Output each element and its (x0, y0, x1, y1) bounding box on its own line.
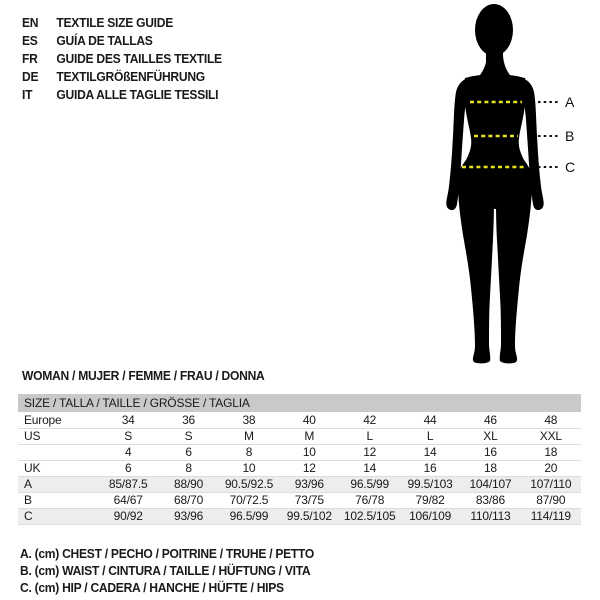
size-cell: 18 (521, 444, 581, 460)
language-guide-list (22, 14, 222, 104)
size-cell: 68/70 (158, 492, 218, 508)
table-row (18, 412, 581, 428)
size-cell: 44 (400, 412, 460, 428)
size-table (18, 394, 581, 525)
size-cell: L (400, 428, 460, 444)
table-row (18, 492, 581, 508)
table-row (18, 460, 581, 476)
table-row (18, 444, 581, 460)
size-cell: 12 (279, 460, 339, 476)
marker-label-c: C (565, 159, 576, 175)
size-cell: 70/72.5 (219, 492, 279, 508)
row-label: UK (18, 460, 98, 476)
size-cell: 8 (219, 444, 279, 460)
size-cell: 16 (400, 460, 460, 476)
language-label: GUIDE DES TAILLES TEXTILE (56, 51, 222, 66)
marker-label-a: A (565, 94, 575, 110)
table-row (18, 508, 581, 524)
size-cell: 42 (340, 412, 400, 428)
row-label: Europe (18, 412, 98, 428)
size-cell: 93/96 (158, 508, 218, 524)
size-cell: 99.5/102 (279, 508, 339, 524)
size-cell: 64/67 (98, 492, 158, 508)
language-code: EN (22, 15, 39, 30)
size-cell: 10 (219, 460, 279, 476)
section-title: WOMAN / MUJER / FEMME / FRAU / DONNA (22, 368, 265, 383)
woman-silhouette-svg (430, 0, 600, 380)
language-row-de (22, 68, 222, 86)
size-cell: 4 (98, 444, 158, 460)
size-cell: 38 (219, 412, 279, 428)
size-table-body (18, 412, 581, 524)
size-cell: 106/109 (400, 508, 460, 524)
row-label (18, 444, 98, 460)
size-table-element (18, 394, 581, 525)
size-cell: 85/87.5 (98, 476, 158, 492)
size-cell: XL (460, 428, 520, 444)
language-label: GUIDA ALLE TAGLIE TESSILI (56, 87, 219, 102)
size-cell: S (158, 428, 218, 444)
row-label: B (18, 492, 98, 508)
size-cell: 107/110 (521, 476, 581, 492)
size-cell: M (219, 428, 279, 444)
size-cell: 93/96 (279, 476, 339, 492)
size-cell: 6 (98, 460, 158, 476)
language-code: DE (22, 69, 39, 84)
size-cell: 88/90 (158, 476, 218, 492)
size-cell: 96.5/99 (340, 476, 400, 492)
size-cell: XXL (521, 428, 581, 444)
woman-silhouette (446, 4, 543, 363)
language-label: TEXTILGRÖßENFÜHRUNG (56, 69, 205, 84)
size-cell: 79/82 (400, 492, 460, 508)
size-cell: 10 (279, 444, 339, 460)
size-cell: 73/75 (279, 492, 339, 508)
size-cell: 104/107 (460, 476, 520, 492)
size-cell: 99.5/103 (400, 476, 460, 492)
language-row-es (22, 32, 222, 50)
size-cell: 76/78 (340, 492, 400, 508)
size-cell: 12 (340, 444, 400, 460)
language-code: FR (22, 51, 38, 66)
language-row-fr (22, 50, 222, 68)
size-cell: 83/86 (460, 492, 520, 508)
language-label: TEXTILE SIZE GUIDE (56, 15, 173, 30)
size-cell: S (98, 428, 158, 444)
size-cell: 110/113 (460, 508, 520, 524)
size-cell: 14 (400, 444, 460, 460)
marker-label-b: B (565, 128, 575, 144)
table-row (18, 428, 581, 444)
row-label: C (18, 508, 98, 524)
language-code: ES (22, 33, 38, 48)
size-cell: 16 (460, 444, 520, 460)
size-cell: 20 (521, 460, 581, 476)
size-cell: 18 (460, 460, 520, 476)
legend-item-waist: B. (cm) WAIST / CINTURA / TAILLE / HÜFTUNG / VITA (20, 563, 311, 578)
size-cell: 90.5/92.5 (219, 476, 279, 492)
measurement-figure (430, 0, 600, 380)
table-header-row (18, 394, 581, 412)
measurement-legend (20, 545, 314, 596)
size-cell: M (279, 428, 339, 444)
size-cell: L (340, 428, 400, 444)
size-cell: 46 (460, 412, 520, 428)
size-cell: 102.5/105 (340, 508, 400, 524)
size-cell: 90/92 (98, 508, 158, 524)
size-cell: 34 (98, 412, 158, 428)
legend-item-chest: A. (cm) CHEST / PECHO / POITRINE / TRUHE / PETTO (20, 546, 315, 561)
language-label: GUÍA DE TALLAS (56, 33, 153, 48)
row-label: A (18, 476, 98, 492)
size-cell: 114/119 (521, 508, 581, 524)
size-cell: 96.5/99 (219, 508, 279, 524)
row-label: US (18, 428, 98, 444)
size-cell: 6 (158, 444, 218, 460)
size-cell: 87/90 (521, 492, 581, 508)
table-header: SIZE / TALLA / TAILLE / GRÖSSE / TAGLIA (18, 394, 581, 412)
language-row-it (22, 86, 222, 104)
size-cell: 14 (340, 460, 400, 476)
size-cell: 8 (158, 460, 218, 476)
legend-item-hip: C. (cm) HIP / CADERA / HANCHE / HÜFTE / HIPS (20, 580, 284, 595)
size-cell: 36 (158, 412, 218, 428)
table-row (18, 476, 581, 492)
size-cell: 48 (521, 412, 581, 428)
language-row-en (22, 14, 222, 32)
language-code: IT (22, 87, 33, 102)
size-cell: 40 (279, 412, 339, 428)
